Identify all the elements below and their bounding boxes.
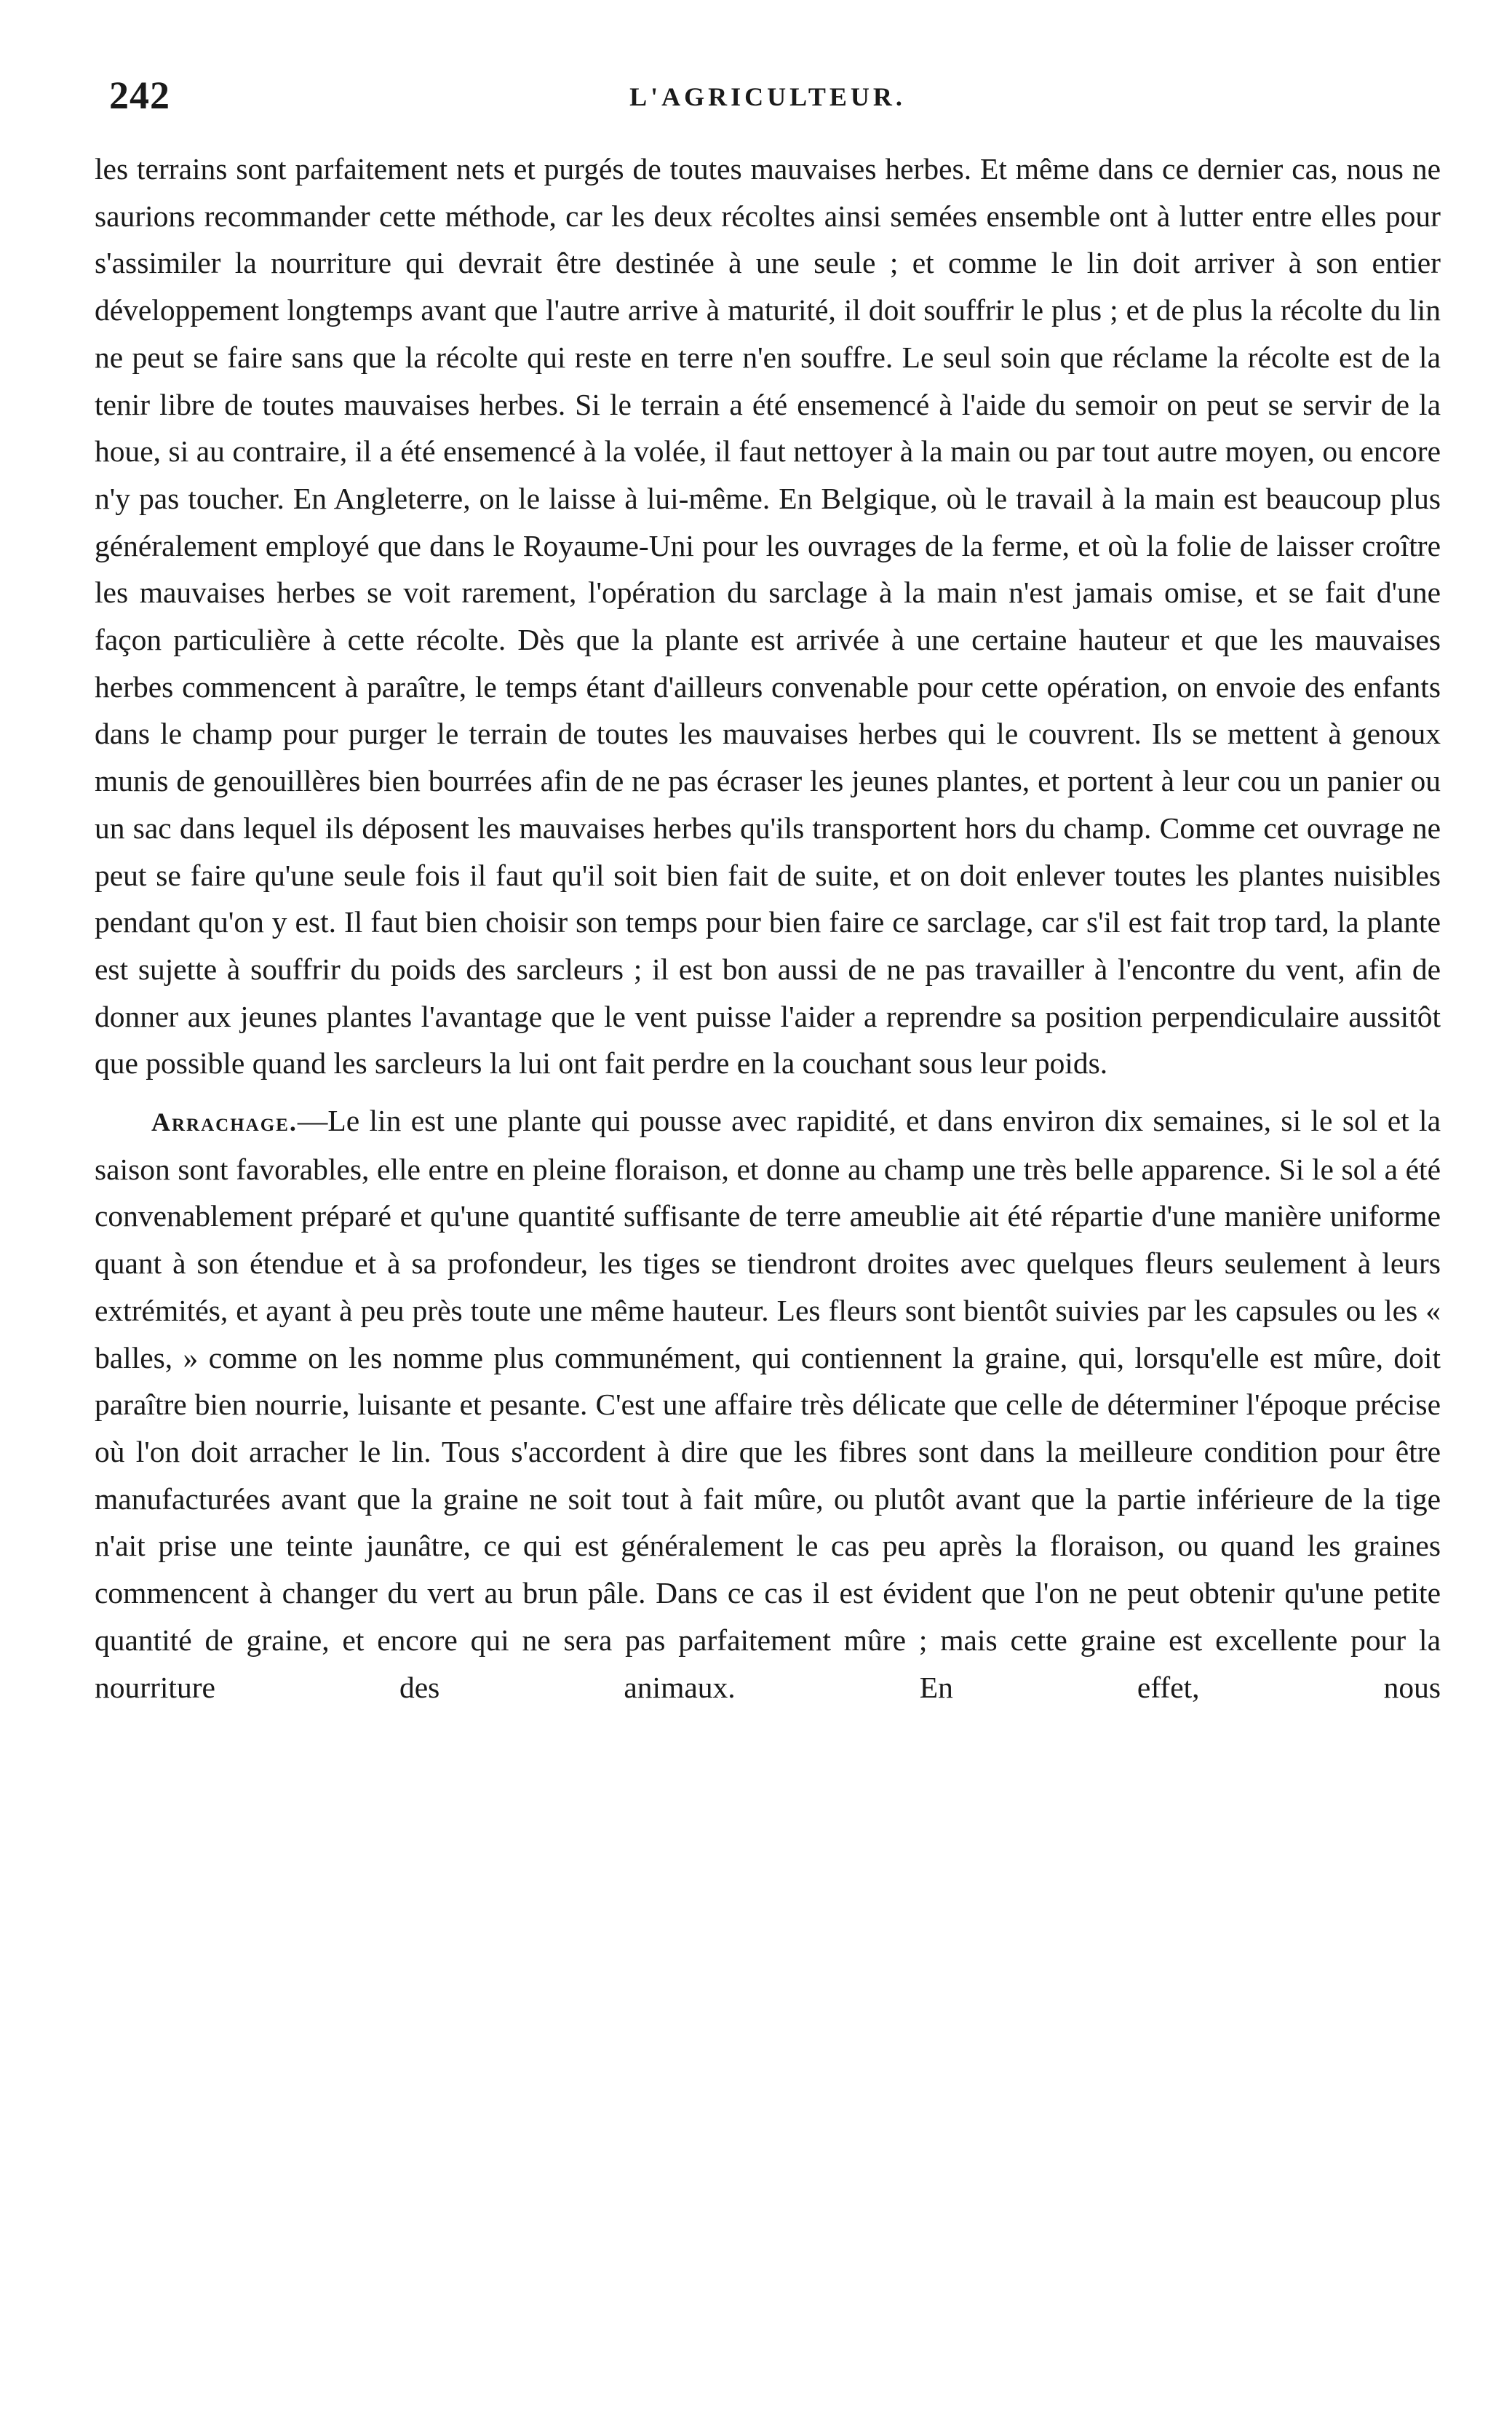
paragraph-weeding [95,146,1441,1087]
running-title: L'AGRICULTEUR. [629,82,906,111]
paragraph-text: les terrains sont parfaitement nets et purgés de toutes mauvaises herbes. Et même dans ce dernier cas, nous ne saurions recommander cette méthode, car les deux récoltes ainsi semées ensemble ont à lutter entre elles pour s'assimiler la nourriture qui devrait être destinée à une seule ; et comme le lin doit arriver à son entier développement longtemps avant que l'autre arrive à maturité, il doit souffrir le plus ; et de plus la récolte du lin ne peut se faire sans que la récolte qui reste en terre n'en souffre. Le seul soin que réclame la récolte est de la tenir libre de toutes mauvaises herbes. Si le terrain a été ensemencé à l'aide du semoir on peut se servir de la houe, si au contraire, il a été ensemencé à la volée, il faut nettoyer à la main ou par tout autre moyen, ou encore n'y pas toucher. En Angleterre, on le laisse à lui-même. En Belgique, où le travail à la main est beaucoup plus généralement employé que dans le Royaume-Uni pour les ouvrages de la ferme, et où la folie de laisser croître les mauvaises herbes se voit rarement, l'opération du sarclage à la main n'est jamais omise, et se fait d'une façon particulière à cette récolte. Dès que la plante est arrivée à une certaine hauteur et que les mauvaises herbes commencent à paraître, le temps étant d'ailleurs convenable pour cette opération, on envoie des enfants dans le champ pour purger le terrain de toutes les mauvaises herbes qui le couvrent. Ils se mettent à genoux munis de genouillères bien bourrées afin de ne pas écraser les jeunes plantes, et portent à leur cou un panier ou un sac dans lequel ils déposent les mauvaises herbes qu'ils transportent hors du champ. Comme cet ouvrage ne peut se faire qu'une seule fois il faut qu'il soit bien fait de suite, et on doit enlever toutes les plantes nuisibles pendant qu'on y est. Il faut bien choisir son temps pour bien faire ce sarclage, car s'il est fait trop tard, la plante est sujette à souffrir du poids des sarcleurs ; il est bon aussi de ne pas travailler à l'encontre du vent, afin de donner aux jeunes plantes l'avantage que le vent puisse l'aider a reprendre sa position perpendiculaire aussitôt que possible quand les sarcleurs la lui ont fait perdre en la couchant sous leur poids. [95,152,1441,1081]
body-text [95,146,1441,1711]
paragraph-text: —Le lin est une plante qui pousse avec rapidité, et dans environ dix semaines, si le sol et la saison sont favorables, elle entre en pleine floraison, et donne au champ une très belle apparence. Si le sol a été convenablement préparé et qu'une quantité suffisante de terre ameublie ait été répartie d'une manière uniforme quant à son étendue et à sa profondeur, les tiges se tiendront droites avec quelques fleurs seulement à leurs extrémités, et ayant à peu près toute une même hauteur. Les fleurs sont bientôt suivies par les capsules ou les « balles, » comme on les nomme plus communément, qui contiennent la graine, qui, lorsqu'elle est mûre, doit paraître bien nourrie, luisante et pesante. C'est une affaire très délicate que celle de déterminer l'époque précise où l'on doit arracher le lin. Tous s'accordent à dire que les fibres sont dans la meilleure condition pour être manufacturées avant que la graine ne soit tout à fait mûre, ou plutôt avant que la partie inférieure de la tige n'ait prise une teinte jaunâtre, ce qui est généralement le cas peu après la floraison, ou quand les graines commencent à changer du vert au brun pâle. Dans ce cas il est évident que l'on ne peut obtenir qu'une petite quantité de graine, et encore qui ne sera pas parfaitement mûre ; mais cette graine est excellente pour la nourriture des animaux. En effet, nous [95,1104,1441,1704]
paragraph-pulling [95,1097,1441,1711]
document-page [95,65,1441,2394]
section-heading-arrachage: Arrachage. [151,1107,298,1137]
running-head [95,65,1441,146]
page-number: 242 [109,73,170,117]
